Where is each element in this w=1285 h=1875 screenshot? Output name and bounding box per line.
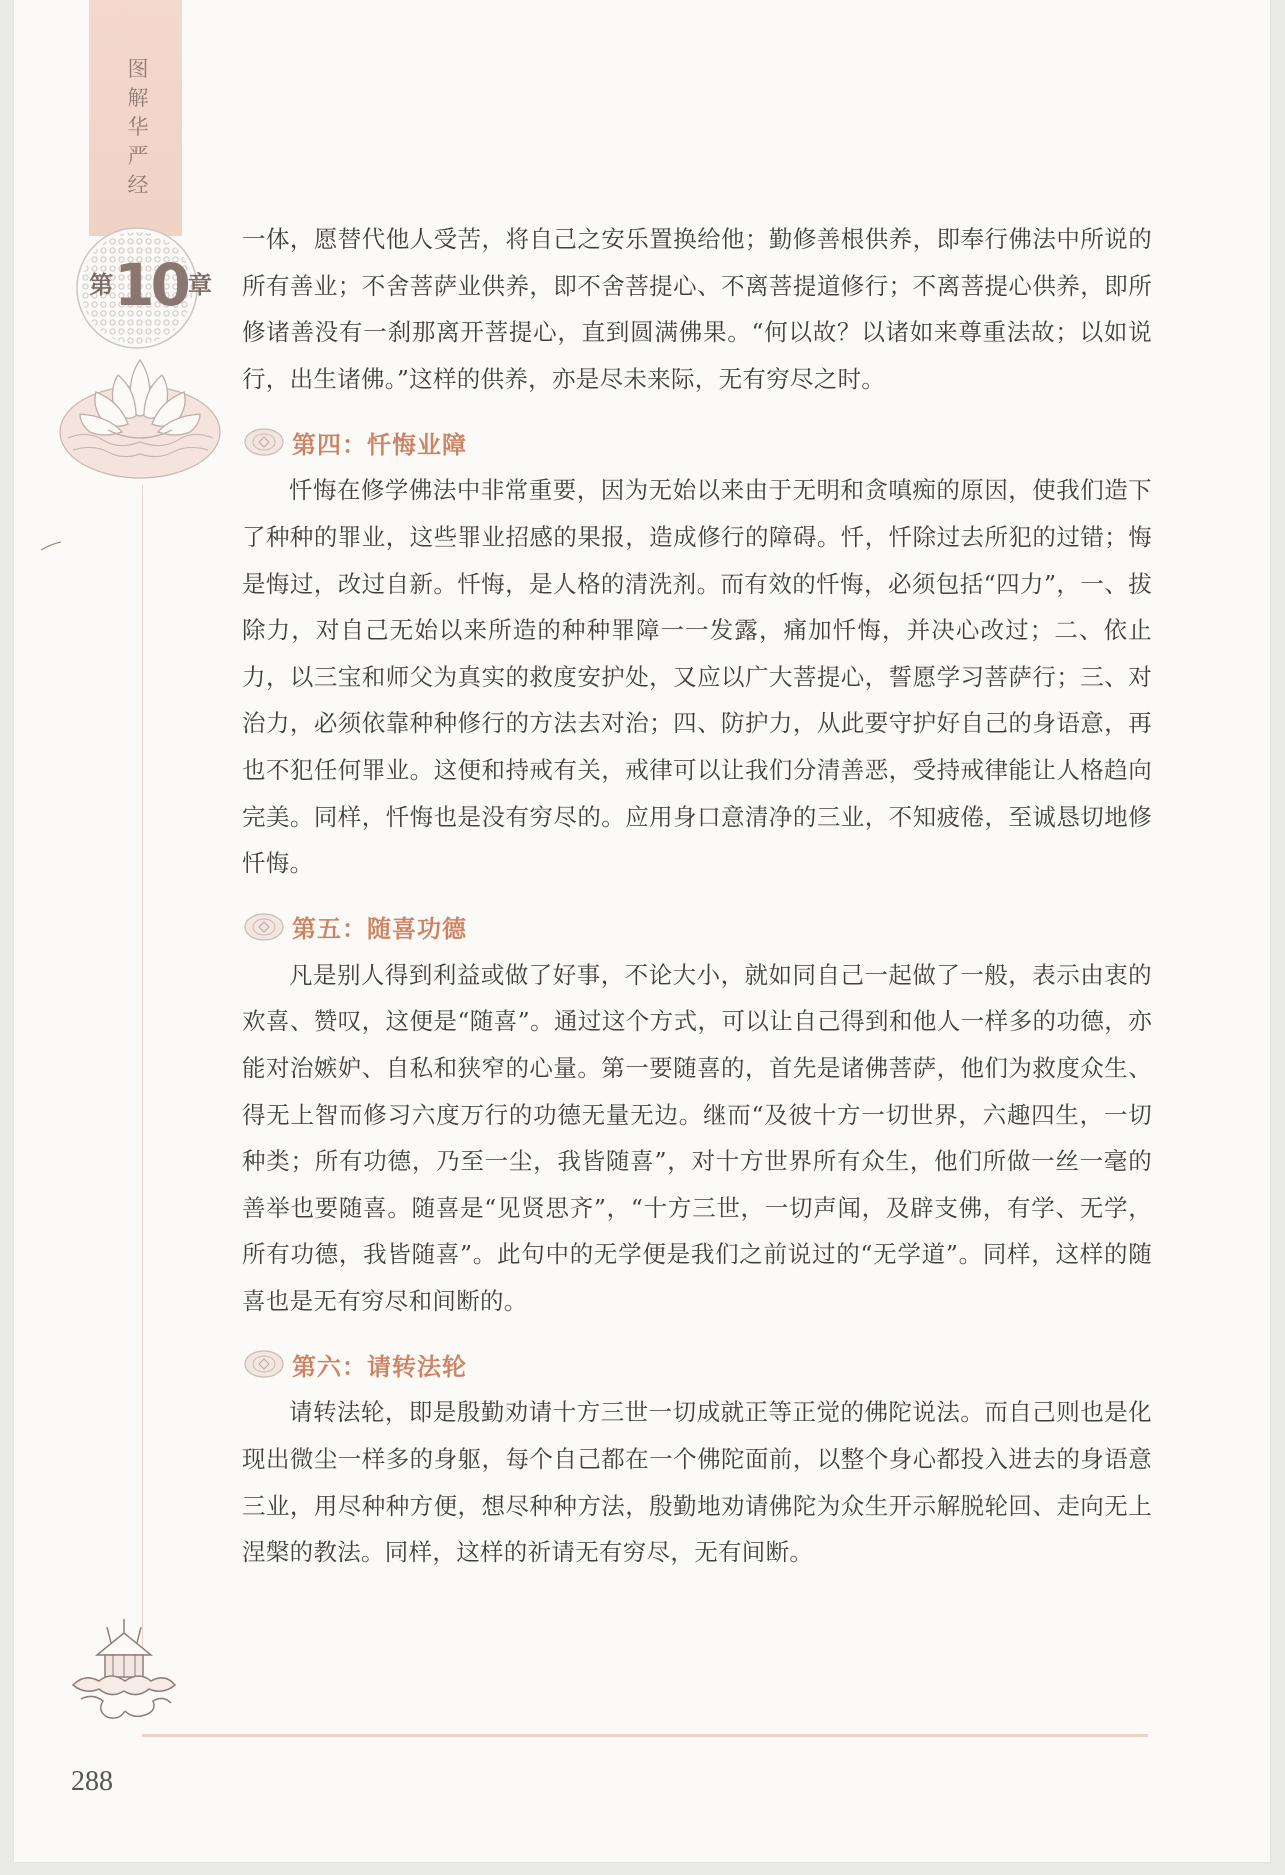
section-paragraph: 忏悔在修学佛法中非常重要，因为无始以来由于无明和贪嗔痴的原因，使我们造下了种种的罪业，这些罪业招感的果报，造成修行的障碍。忏，忏除过去所犯的过错；悔是悔过，改过自新。忏悔，是人格的清洗剂。而有效的忏悔，必须包括“四力”，一、拔除力，对自己无始以来所造的种种罪障一一发露，痛加忏悔，并决心改过；二、依止力，以三宝和师父为真实的救度安护处，又应以广大菩提心，誓愿学习菩萨行；三、对治力，必须依靠种种修行的方法去对治；四、防护力，从此要守护好自己的身语意，再也不犯任何罪业。这便和持戒有关，戒律可以让我们分清善恶，受持戒律能让人格趋向完美。同样，忏悔也是没有穷尽的。应用身口意清净的三业，不知疲倦，至诚恳切地修忏悔。 [242,476,1152,878]
page-mark [39,540,63,552]
section-heading [242,904,1152,950]
running-header-char: 严 [127,144,149,168]
section-heading [242,419,1152,465]
heading-bullet-icon [242,1348,286,1380]
heading-bullet-icon [242,911,286,943]
section-paragraph: 凡是别人得到利益或做了好事，不论大小，就如同自己一起做了一般，表示由衷的欢喜、赞叹，这便是“随喜”。通过这个方式，可以让自己得到和他人一样多的功德，亦能对治嫉妒、自私和狭窄的心量。第一要随喜的，首先是诸佛菩萨，他们为救度众生、得无上智而修习六度万行的功德无量无边。继而“及彼十方一切世界，六趣四生，一切种类；所有功德，乃至一尘，我皆随喜”，对十方世界所有众生，他们所做一丝一毫的善举也要随喜。随喜是“见贤思齐”，“十方三世，一切声闻，及辟支佛，有学、无学，所有功德，我皆随喜”。此句中的无学便是我们之前说过的“无学道”。同样，这样的随喜也是无有穷尽和间断的。 [242,960,1152,1315]
chapter-number: 10 [114,251,187,319]
section-heading-text: 第四：忏悔业障 [292,430,467,459]
running-header-char: 华 [127,115,149,139]
page-number: 288 [71,1766,113,1797]
margin-rule [142,485,143,1675]
section-paragraph: 请转法轮，即是殷勤劝请十方三世一切成就正等正觉的佛陀说法。而自己则也是化现出微尘一样多的身躯，每个自己都在一个佛陀面前，以整个身心都投入进去的身语意三业，用尽种种方便，想尽种种方法，殷勤地劝请佛陀为众生开示解脱轮回、走向无上涅槃的教法。同样，这样的祈请无有穷尽，无有间断。 [242,1398,1152,1567]
main-text [242,216,1152,1576]
heading-bullet-icon [242,426,286,458]
chapter-label [89,251,212,319]
cloud-pavilion-icon [67,1615,182,1730]
section-heading-text: 第六：请转法轮 [292,1352,467,1381]
lotus-icon [58,350,223,485]
section-heading [242,1341,1152,1387]
running-header-char: 图 [127,57,149,81]
chapter-prefix: 第 [89,271,114,299]
running-header-char: 经 [127,173,149,197]
intro-paragraph: 一体，愿替代他人受苦，将自己之安乐置换给他；勤修善根供养，即奉行佛法中所说的所有善业；不舍菩萨业供养，即不舍菩提心、不离菩提道修行；不离菩提心供养，即所修诸善没有一刹那离开菩提心，直到圆满佛果。“何以故？以诸如来尊重法故；以如说行，出生诸佛。”这样的供养，亦是尽未来际，无有穷尽之时。 [242,225,1152,393]
running-header-char: 解 [127,86,149,110]
chapter-suffix: 章 [187,271,212,299]
running-header-title [123,55,153,200]
section-heading-text: 第五：随喜功德 [292,915,467,944]
bottom-rule [142,1734,1148,1737]
